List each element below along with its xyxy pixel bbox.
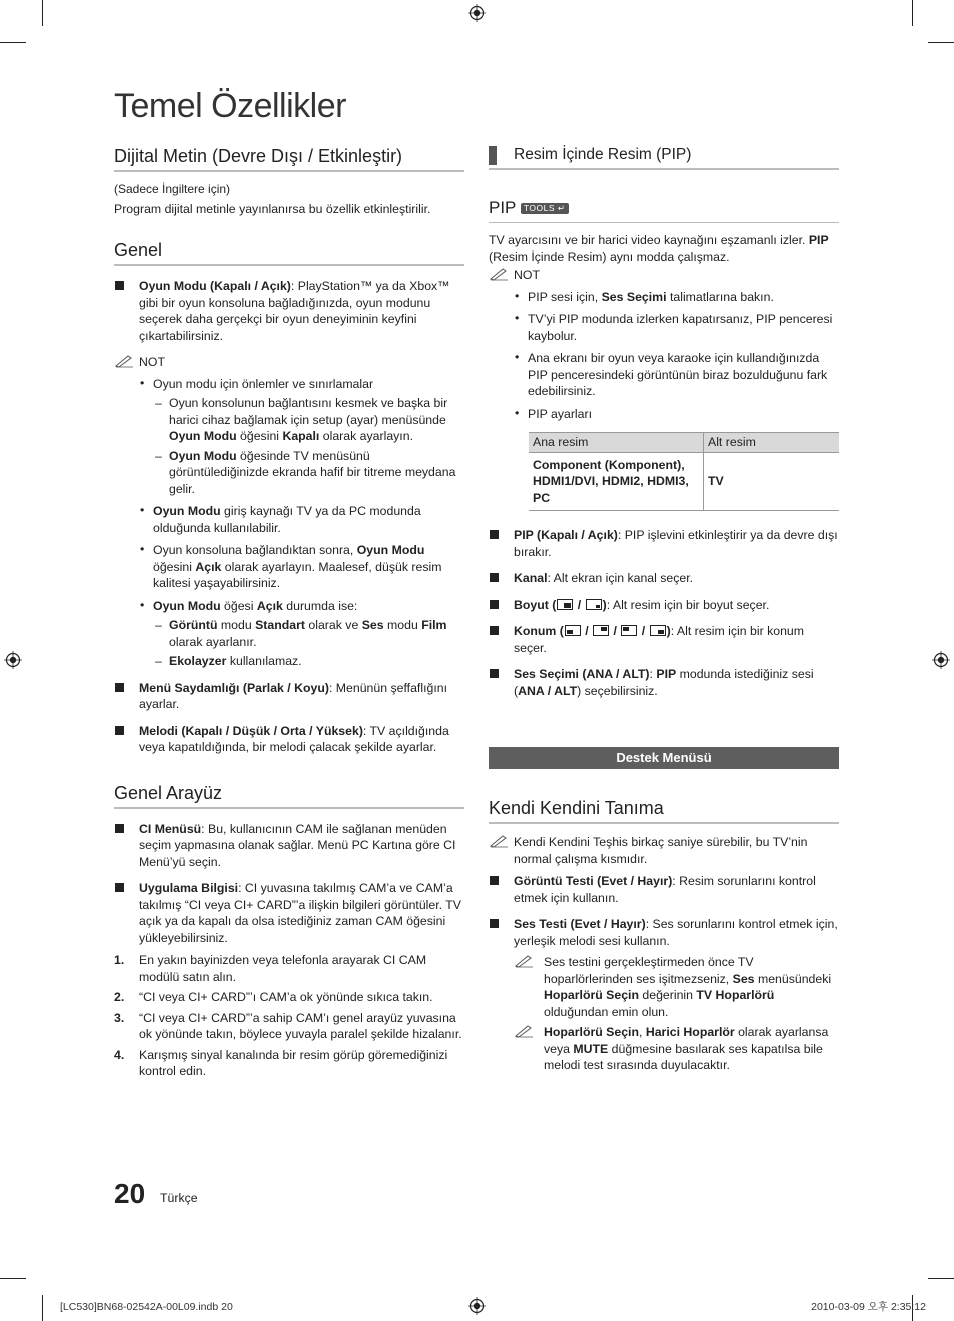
list-item-konum: Konum ( / / / ): Alt resim için bir konum seçer. <box>489 623 839 656</box>
sub-item: – Oyun konsolunun bağlantısını kesmek ve başka bir harici cihaz bağlamak için setup (ayar) menüsünde Oyun Modu öğesini Kapalı olarak ayarlayın. <box>153 395 464 445</box>
list-item-uygulama-bilgisi: Uygulama Bilgisi: CI yuvasına takılmış CAM’a ve CAM’a takılmış “CI veya CI+ CARD”’a ilişkin bilgileri görüntüler. TV açık ya da kapalı da olsa istediğiniz zaman CAM öğesini yükleyebilirsiniz. <box>114 880 464 946</box>
page-number: 20 <box>114 1178 146 1209</box>
note-list <box>489 289 839 512</box>
section-heading-dijital-metin: Dijital Metin (Devre Dışı / Etkinleştir) <box>114 145 464 172</box>
section-heading-genel-arayuz: Genel Arayüz <box>114 782 464 809</box>
crop-mark <box>42 0 43 26</box>
pip-subheading: PIP TOOLS ↵ <box>489 198 839 218</box>
pip-position-top-right-icon <box>593 625 609 636</box>
pencil-note-icon <box>489 267 509 281</box>
list-item: • TV’yi PIP modunda izlerken kapatırsanız, PIP penceresi kaybolur. <box>514 311 839 344</box>
footer-file-info: [LC530]BN68-02542A-00L09.indb 20 <box>60 1301 233 1313</box>
left-column <box>114 145 464 1080</box>
list-item: • PIP ayarları <box>514 406 839 423</box>
section-band-destek-menusu: Destek Menüsü <box>489 747 839 769</box>
note: NOT <box>114 354 464 371</box>
registration-mark-icon <box>932 651 950 669</box>
crop-mark <box>928 42 954 43</box>
dm-note: (Sadece İngiltere için) <box>114 182 231 196</box>
section-heading-pip: Resim İçinde Resim (PIP) <box>489 145 839 170</box>
section-heading-kendi-kendini-tanima: Kendi Kendini Tanıma <box>489 797 839 824</box>
note: Ses testini gerçekleştirmeden önce TV hoparlörlerinden ses işitmezseniz, Ses menüsündeki Hoparlörü Seçin değerinin TV Hoparlörü olduğundan emin olun. <box>514 954 839 1020</box>
step-item: 2. “CI veya CI+ CARD”’ı CAM’a ok yönünde sıkıca takın. <box>114 990 433 1004</box>
table-header: Ana resim <box>529 433 704 453</box>
page-language: Türkçe <box>160 1191 198 1205</box>
list-item: • Oyun Modu giriş kaynağı TV ya da PC modunda olduğunda kullanılabilir. <box>139 503 464 536</box>
pip-position-bottom-left-icon <box>565 625 581 636</box>
list-item-ses-secimi: Ses Seçimi (ANA / ALT): PIP modunda istediğiniz sesi (ANA / ALT) seçebilirsiniz. <box>489 666 839 699</box>
table-header: Alt resim <box>704 433 840 453</box>
list-item: • Oyun konsoluna bağlandıktan sonra, Oyun Modu öğesini Açık olarak ayarlayın. Maalesef, düşük resim kalitesi yaşayabilirsiniz. <box>139 542 464 592</box>
list-item-oyun-modu: Oyun Modu (Kapalı / Açık): PlayStation™ ya da Xbox™ gibi bir oyun konsoluna bağladığınızda, oyun modunu seçerek daha gerçekçi bir oyun deneyiminin keyfini çıkartabilirsiniz. <box>114 278 464 344</box>
pip-intro: TV ayarcısını ve bir harici video kaynağını eşzamanlı izler. PIP (Resim İçinde Resim) aynı modda çalışmaz. <box>489 233 829 264</box>
tools-icon: ↵ <box>557 203 566 213</box>
list-item-melodi: Melodi (Kapalı / Düşük / Orta / Yüksek): TV açıldığında veya kapatıldığında, bir melodi çalacak şekilde ayarlar. <box>114 723 464 756</box>
list-item-pip: PIP (Kapalı / Açık): PIP işlevini etkinleştirir ya da devre dışı bırakır. <box>489 527 839 560</box>
table-row <box>529 452 839 511</box>
list-item-ci-menusu: CI Menüsü: Bu, kullanıcının CAM ile sağlanan menüden seçim yapmasına olanak sağlar. Menü PC Kartına göre CI Menü’yü seçin. <box>114 821 464 871</box>
section-marker <box>489 146 497 165</box>
list-item-goruntu-testi: Görüntü Testi (Evet / Hayır): Resim sorunlarını kontrol etmek için kullanın. <box>489 873 839 906</box>
list-item-kanal: Kanal: Alt ekran için kanal seçer. <box>489 570 839 587</box>
step-item: 3. “CI veya CI+ CARD”’a sahip CAM’ı genel arayüz yuvasına ok yönünde takın, böylece yuvayla paralel şekilde hizalanır. <box>114 1010 462 1041</box>
step-item: 1. En yakın bayinizden veya telefonla arayarak CI CAM modülü satın alın. <box>114 953 427 984</box>
pencil-note-icon <box>489 834 509 848</box>
sub-item: – Görüntü modu Standart olarak ve Ses modu Film olarak ayarlanır. <box>153 617 464 650</box>
crop-mark <box>0 42 26 43</box>
table-cell: TV <box>704 452 840 511</box>
crop-mark <box>912 0 913 26</box>
list-item: • Oyun modu için önlemler ve sınırlamalar – Oyun konsolunun bağlantısını kesmek ve başka bir harici cihaz bağlamak için setup (ayar) menüsünde Oyun Modu öğesini Kapalı olarak ayarlayın. – Oyun Modu öğesinde TV menüsünü görüntülediğinizde ekranda hafif bir titreme meydana gelir. <box>139 376 464 498</box>
pencil-note-icon <box>514 954 534 968</box>
pip-size-small-icon <box>586 599 602 610</box>
sub-item: – Ekolayzer kullanılamaz. <box>153 653 464 670</box>
registration-mark-icon <box>4 651 22 669</box>
list-item-ses-testi: Ses Testi (Evet / Hayır): Ses sorunlarını kontrol etmek için, yerleşik melodi sesi kullanın. Ses testini gerçekleştirmeden önce TV hoparlörlerinden ses işitmezseniz, Ses menüsündeki Hoparlörü Seçin değerinin TV Hoparlörü olduğundan emin olun. Hoparlörü Seçin, Harici Hoparlör olarak ayarlansa veya MUTE düğmesine basılarak ses kapatılsa bile melodi test sırasında duyulacaktır. <box>489 916 839 1074</box>
pip-settings-table <box>529 432 839 511</box>
dm-description: Program dijital metinle yayınlanırsa bu özellik etkinleştirilir. <box>114 201 431 216</box>
pencil-note-icon <box>114 354 134 368</box>
crop-mark <box>928 1278 954 1279</box>
crop-mark <box>0 1278 26 1279</box>
registration-mark-icon <box>468 4 486 22</box>
table-cell: Component (Komponent), HDMI1/DVI, HDMI2, HDMI3, PC <box>529 452 704 511</box>
footer-timestamp: 2010-03-09 오후 2:35:12 <box>811 1301 926 1313</box>
list-item-menu-saydamligi: Menü Saydamlığı (Parlak / Koyu): Menünün şeffaflığını ayarlar. <box>114 680 464 713</box>
step-item: 4. Karışmış sinyal kanalında bir resim görüp göremediğinizi kontrol edin. <box>114 1047 448 1078</box>
note-list <box>114 376 464 670</box>
crop-mark <box>42 1295 43 1321</box>
list-item-boyut: Boyut ( / ): Alt resim için bir boyut seçer. <box>489 597 839 614</box>
note: Hoparlörü Seçin, Harici Hoparlör olarak ayarlansa veya MUTE düğmesine basılarak ses kapatılsa bile melodi test sırasında duyulacaktır. <box>514 1024 839 1074</box>
list-item: • PIP sesi için, Ses Seçimi talimatlarına bakın. <box>514 289 839 306</box>
section-heading-genel: Genel <box>114 239 464 266</box>
pip-position-top-left-icon <box>621 625 637 636</box>
registration-mark-icon <box>468 1297 486 1315</box>
note: Kendi Kendini Teşhis birkaç saniye sürebilir, bu TV’nin normal çalışma kısmıdır. <box>489 834 839 867</box>
pencil-note-icon <box>514 1024 534 1038</box>
divider <box>489 222 839 223</box>
sub-item: – Oyun Modu öğesinde TV menüsünü görüntülediğinizde ekranda hafif bir titreme meydana gelir. <box>153 448 464 498</box>
note: NOT <box>489 267 839 284</box>
pip-position-bottom-right-icon <box>650 625 666 636</box>
tools-badge: TOOLS ↵ <box>521 203 569 214</box>
list-item: • Oyun Modu öğesi Açık durumda ise: – Görüntü modu Standart olarak ve Ses modu Film olarak ayarlanır. – Ekolayzer kullanılamaz. <box>139 598 464 670</box>
pip-size-large-icon <box>557 599 573 610</box>
right-column <box>489 145 839 1074</box>
list-item: • Ana ekranı bir oyun veya karaoke için kullandığınızda PIP penceresindeki görüntünün biraz bozulduğunu fark edebilirsiniz. <box>514 350 839 400</box>
table-header-row <box>529 433 839 453</box>
page-title: Temel Özellikler <box>114 87 346 125</box>
